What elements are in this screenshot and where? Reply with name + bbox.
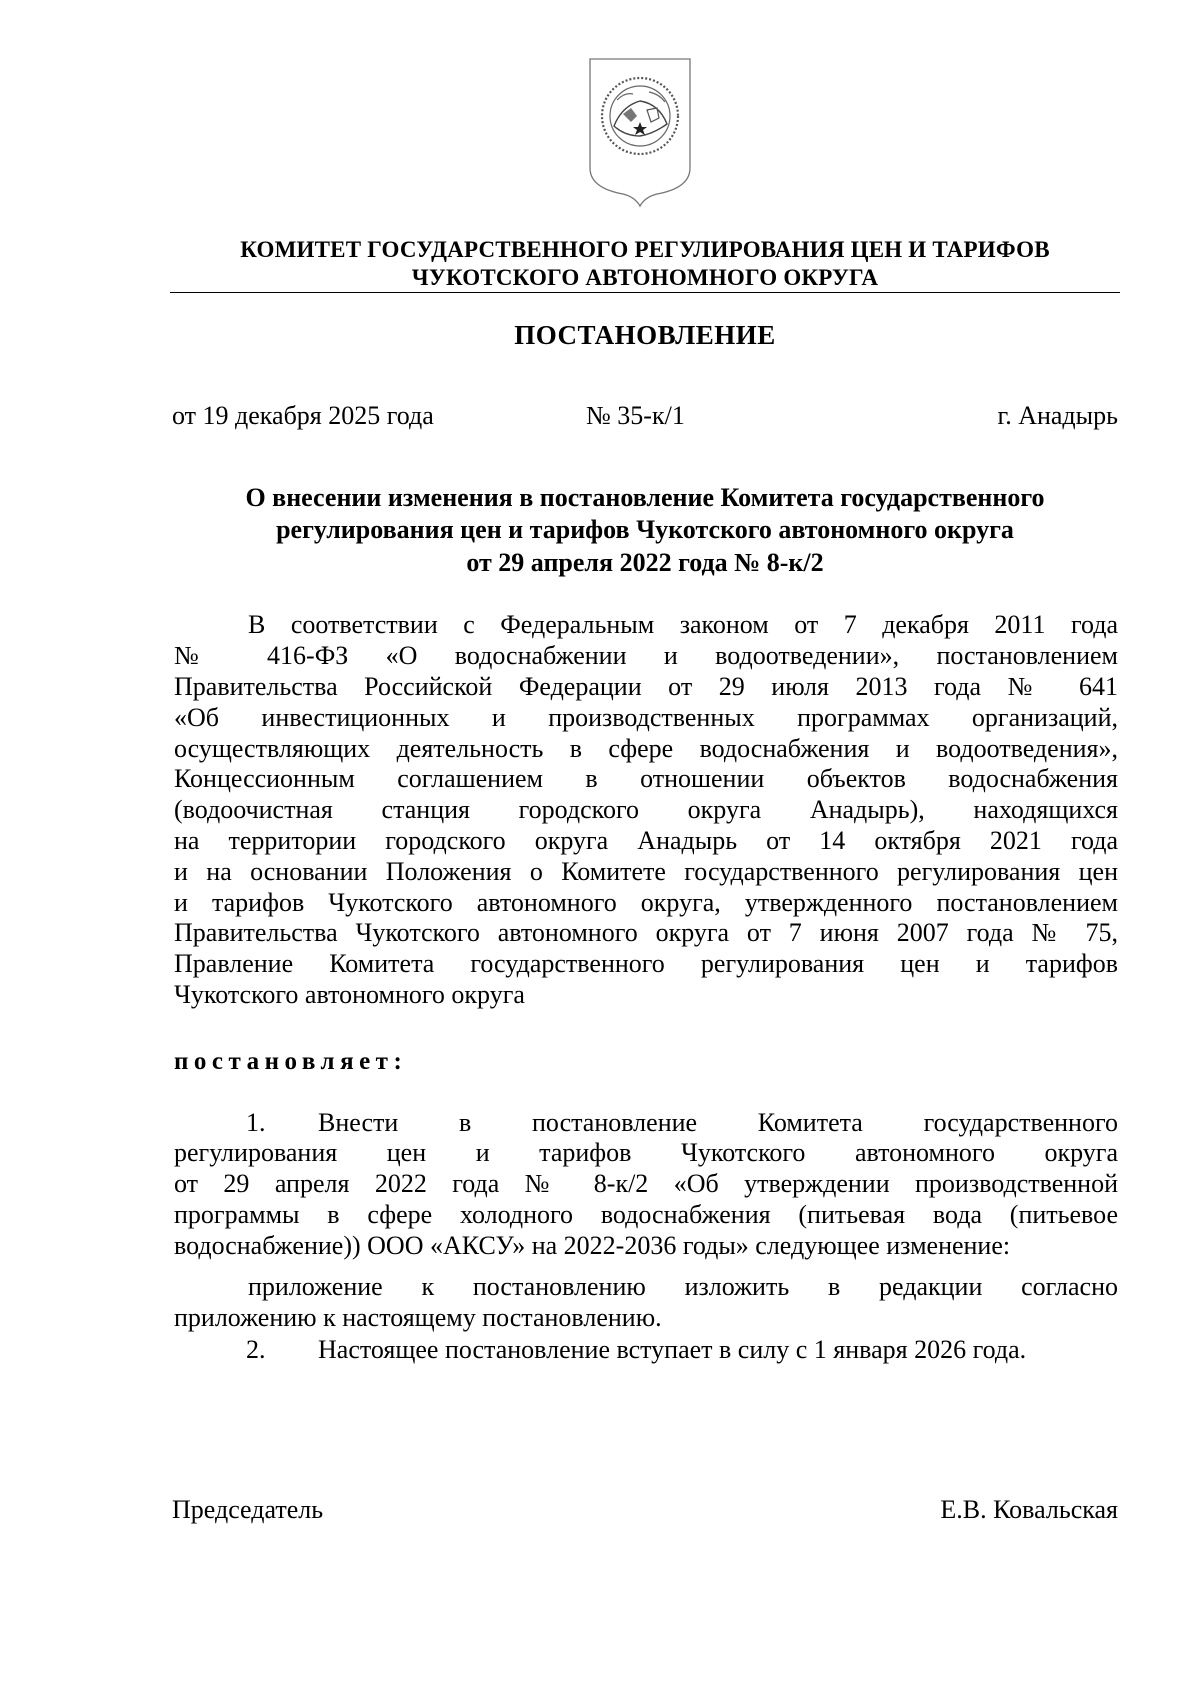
preamble-line: Правительства Чукотского автономного округа от 7 июня 2007 года № 75, bbox=[174, 918, 1118, 947]
item-number: 2. bbox=[246, 1335, 266, 1364]
header-divider bbox=[170, 292, 1120, 293]
signatory-title: Председатель bbox=[172, 1495, 324, 1524]
document-title-line-2: регулирования цен и тарифов Чукотского автономного округа bbox=[276, 515, 1014, 544]
item-text: Настоящее постановление вступает в силу с 1 января 2026 года. bbox=[318, 1335, 1027, 1364]
document-title-line-3: от 29 апреля 2022 года № 8-к/2 bbox=[466, 548, 824, 577]
preamble-line: Концессионным соглашением в отношении объектов водоснабжения bbox=[174, 764, 1118, 793]
preamble-line: Правление Комитета государственного регулирования цен и тарифов bbox=[174, 949, 1118, 978]
item-line: Внести в постановление Комитета государственного bbox=[318, 1108, 1118, 1137]
item-sub-line: приложение к постановлению изложить в редакции согласно bbox=[248, 1272, 1118, 1301]
chukotka-coat-of-arms-icon bbox=[587, 56, 693, 208]
preamble-line: Правительства Российской Федерации от 29 июля 2013 года № 641 bbox=[174, 672, 1118, 701]
organization-name-line-1: КОМИТЕТ ГОСУДАРСТВЕННОГО РЕГУЛИРОВАНИЯ ЦЕН И ТАРИФОВ bbox=[240, 237, 1050, 262]
item-line: от 29 апреля 2022 года № 8-к/2 «Об утверждении производственной bbox=[174, 1169, 1118, 1198]
preamble-line: и тарифов Чукотского автономного округа, утвержденного постановлением bbox=[174, 888, 1118, 917]
preamble-line: № 416-ФЗ «О водоснабжении и водоотведении», постановлением bbox=[174, 641, 1118, 670]
preamble-line: и на основании Положения о Комитете государственного регулирования цен bbox=[174, 857, 1118, 886]
item-number: 1. bbox=[246, 1108, 266, 1137]
preamble-line: на территории городского округа Анадырь от 14 октября 2021 года bbox=[174, 826, 1118, 855]
document-date: от 19 декабря 2025 года bbox=[172, 401, 434, 430]
signatory-name: Е.В. Ковальская bbox=[940, 1495, 1118, 1524]
preamble-line: (водоочистная станция городского округа Анадырь), находящихся bbox=[174, 795, 1118, 824]
item-line: водоснабжение)) ООО «АКСУ» на 2022-2036 годы» следующее изменение: bbox=[174, 1231, 1011, 1260]
document-number: № 35-к/1 bbox=[586, 401, 685, 430]
resolves-keyword: постановляет: bbox=[174, 1048, 408, 1075]
item-sub-line: приложению к настоящему постановлению. bbox=[174, 1303, 662, 1332]
document-city: г. Анадырь bbox=[997, 401, 1118, 430]
preamble-line: В соответствии с Федеральным законом от 7 декабря 2011 года bbox=[248, 610, 1118, 639]
preamble-line: осуществляющих деятельность в сфере водоснабжения и водоотведения», bbox=[174, 734, 1118, 763]
item-line: программы в сфере холодного водоснабжения (питьевая вода (питьевое bbox=[174, 1200, 1118, 1229]
item-line: регулирования цен и тарифов Чукотского автономного округа bbox=[174, 1138, 1118, 1167]
organization-name-line-2: ЧУКОТСКОГО АВТОНОМНОГО ОКРУГА bbox=[411, 265, 879, 290]
document-title-line-1: О внесении изменения в постановление Комитета государственного bbox=[245, 483, 1045, 512]
preamble-line: Чукотского автономного округа bbox=[174, 980, 525, 1009]
preamble-line: «Об инвестиционных и производственных программах организаций, bbox=[174, 703, 1118, 732]
document-type: ПОСТАНОВЛЕНИЕ bbox=[514, 320, 776, 350]
